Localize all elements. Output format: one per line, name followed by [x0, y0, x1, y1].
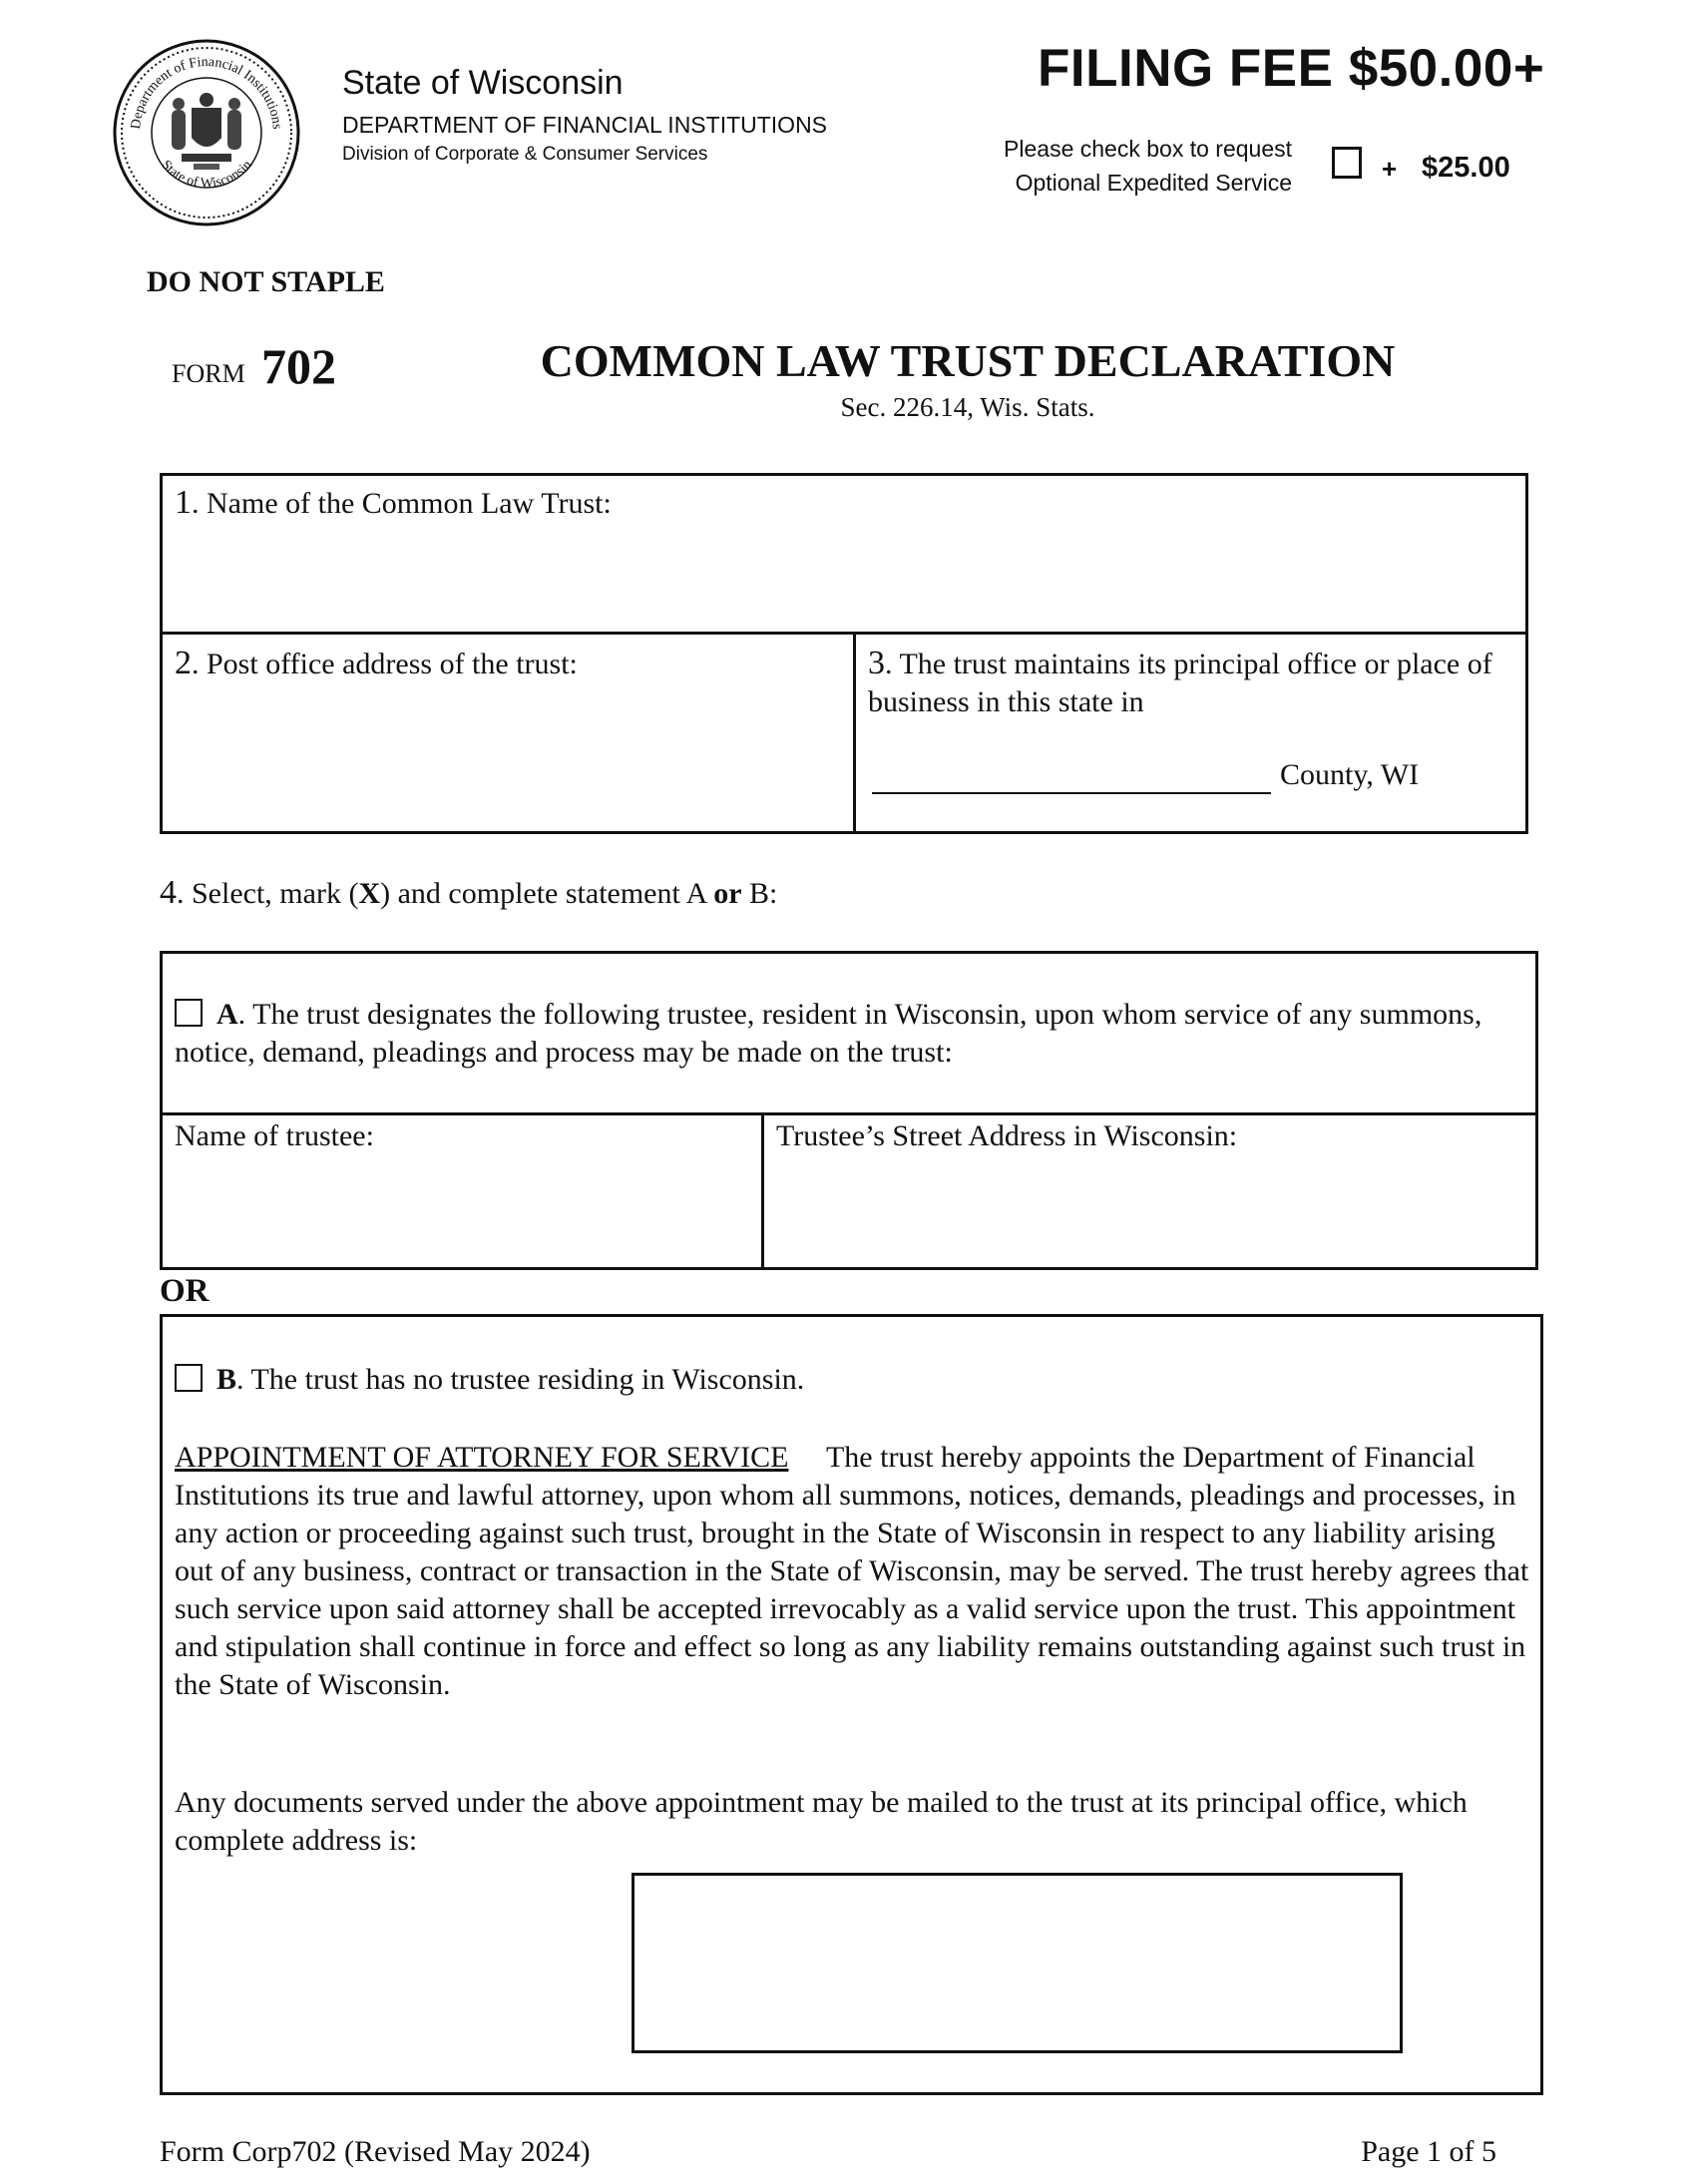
trust-name-field[interactable]	[160, 473, 1528, 635]
expedited-service-checkbox[interactable]	[1332, 147, 1362, 179]
seal-top-text: Department of Financial Institutions	[128, 54, 284, 131]
option-b-section	[160, 1314, 1543, 2095]
svg-text:State of Wisconsin	[158, 158, 254, 192]
expedited-fee: $25.00	[1422, 152, 1510, 184]
statute-reference: Sec. 226.14, Wis. Stats.	[840, 392, 1095, 422]
option-b-letter: B	[216, 1363, 237, 1396]
form-title: COMMON LAW TRUST DECLARATION	[540, 335, 1396, 386]
item2-text: . Post office address of the trust:	[192, 648, 578, 680]
option-b-statement: . The trust has no trustee residing in Wisconsin.	[236, 1363, 805, 1396]
division-name: Division of Corporate & Consumer Services	[342, 144, 708, 165]
option-b-text	[175, 1361, 804, 1399]
do-not-staple-notice: DO NOT STAPLE	[147, 265, 385, 298]
item1-label	[175, 484, 612, 523]
option-a-checkbox[interactable]	[175, 999, 203, 1027]
trustee-name-label: Name of trustee:	[175, 1119, 374, 1152]
expedite-request-line2: Optional Expedited Service	[1015, 170, 1292, 196]
option-a-section	[160, 951, 1538, 1115]
item4-prefix: . Select, mark (	[177, 877, 359, 910]
county-suffix: County, WI	[1280, 758, 1420, 791]
item3-text: . The trust maintains its principal office or place of business in this state in	[868, 648, 1492, 718]
trustee-name-field[interactable]	[160, 1112, 764, 1270]
form-number: 702	[261, 338, 336, 394]
item4-or: or	[713, 877, 742, 910]
item4-suffix: B:	[741, 877, 778, 910]
mail-address-instruction: Any documents served under the above appointment may be mailed to the trust at its principal office, which complete address is:	[175, 1786, 1468, 1857]
county-line[interactable]	[872, 792, 1271, 794]
option-a-letter: A	[216, 998, 238, 1031]
option-a-text	[175, 996, 1521, 1072]
state-name: State of Wisconsin	[342, 64, 624, 102]
filing-fee: FILING FEE $50.00+	[1038, 39, 1545, 98]
form-label: FORM	[172, 359, 245, 388]
item4-number: 4	[160, 874, 177, 911]
item4-x: X	[358, 877, 381, 910]
trustee-address-field[interactable]	[761, 1112, 1538, 1270]
or-separator: OR	[160, 1273, 210, 1309]
state-seal	[112, 38, 301, 227]
item3-number: 3	[868, 645, 885, 681]
option-a-statement: . The trust designates the following trustee, resident in Wisconsin, upon whom service of any summons, notice, demand, pleadings and process may be made on the trust:	[175, 998, 1482, 1069]
appointment-paragraph	[175, 1439, 1533, 1704]
item4-instruction	[160, 874, 777, 913]
expedite-request-line1: Please check box to request	[1004, 136, 1292, 162]
principal-office-field	[853, 632, 1528, 834]
item3-label	[868, 645, 1506, 721]
item1-number: 1	[175, 484, 192, 521]
department-name: DEPARTMENT OF FINANCIAL INSTITUTIONS	[342, 112, 828, 138]
seal-bottom-text: State of Wisconsin	[158, 158, 255, 192]
trustee-address-label: Trustee’s Street Address in Wisconsin:	[776, 1119, 1238, 1152]
appointment-heading: APPOINTMENT OF ATTORNEY FOR SERVICE	[175, 1441, 789, 1474]
option-b-checkbox[interactable]	[175, 1364, 203, 1392]
item4-middle: ) and complete statement A	[380, 877, 714, 910]
plus-sign: +	[1382, 154, 1398, 184]
page-number: Page 1 of 5	[1361, 2135, 1496, 2168]
principal-office-address-field[interactable]	[632, 1873, 1403, 2053]
item1-text: . Name of the Common Law Trust:	[192, 487, 612, 520]
post-office-address-field[interactable]	[160, 632, 856, 834]
item2-label	[175, 645, 578, 683]
form-id: Form Corp702 (Revised May 2024)	[160, 2135, 591, 2168]
appointment-text: The trust hereby appoints the Department of Financial Institutions its true and lawful attorney, upon whom all summons, notices, demands, pleadings and processes, in any action or proceeding against such trust, brought in the State of Wisconsin in respect to any liability arising out of any business, contract or transaction in the State of Wisconsin, may be served. The trust hereby agrees that such service upon said attorney shall be accepted irrevocably as a valid service upon the trust. This appointment and stipulation shall continue in force and effect so long as any liability remains outstanding against such trust in the State of Wisconsin.	[175, 1441, 1529, 1701]
item2-number: 2	[175, 645, 192, 681]
